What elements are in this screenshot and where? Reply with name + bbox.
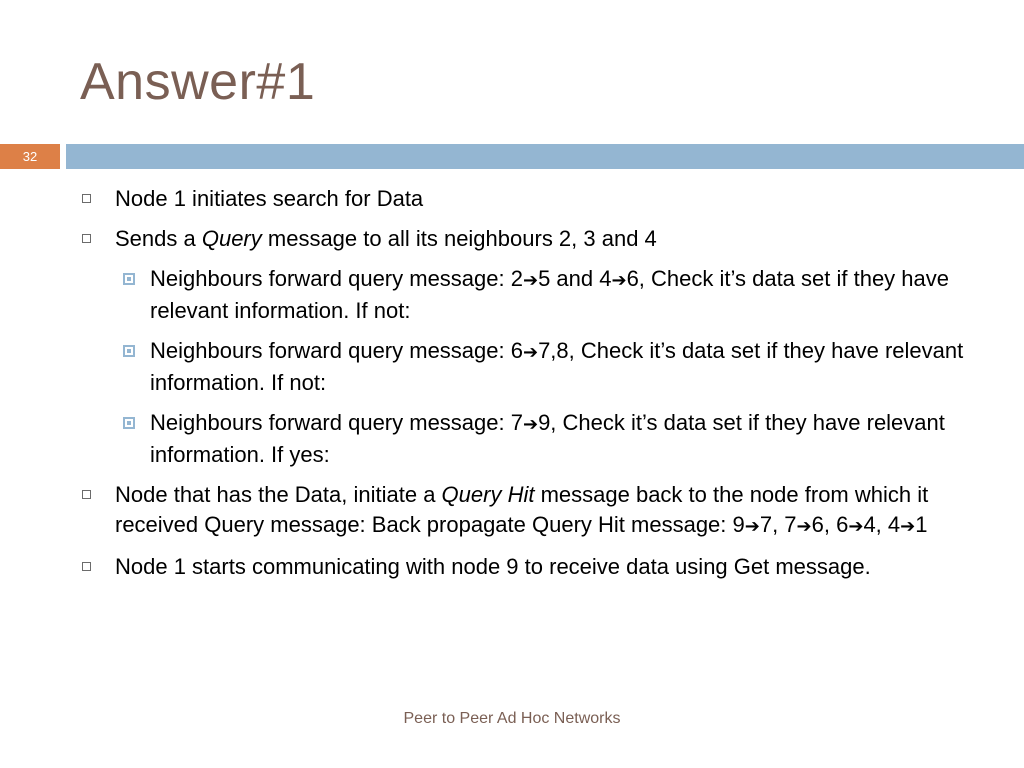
right-arrow-icon: ➔ — [796, 516, 812, 537]
filled-square-bullet-icon — [123, 345, 135, 357]
bullet-text: Node 1 starts communicating with node 9 to receive data using Get message. — [115, 554, 871, 579]
bullet-item — [80, 480, 980, 542]
sub-bullet-text: Neighbours forward query message: 2 — [150, 266, 523, 291]
right-arrow-icon: ➔ — [522, 342, 539, 363]
right-arrow-icon: ➔ — [900, 516, 916, 537]
bullet-item — [80, 552, 980, 582]
bullet-text: 1 — [915, 512, 928, 537]
slide-number: 32 — [0, 144, 60, 169]
bullet-text: 7, 7 — [759, 512, 797, 537]
filled-square-bullet-icon — [123, 417, 135, 429]
bullet-item — [80, 184, 980, 214]
bullet-text: message back to the node from which it received Query message: Back propagate Query Hit message: 9 — [115, 482, 929, 537]
right-arrow-icon: ➔ — [744, 516, 760, 537]
header-band — [0, 144, 1024, 169]
square-bullet-icon — [82, 194, 91, 203]
bullet-text: 6, 6 — [811, 512, 849, 537]
sub-bullet-item — [80, 408, 980, 470]
bullet-text: Node that has the Data, initiate a — [115, 482, 442, 507]
bullet-emphasis: Query — [201, 226, 262, 251]
bullet-text: message to all its neighbours 2, 3 and 4 — [261, 226, 657, 251]
sub-bullet-text: 7,8, Check it’s data set if they have relevant information. If not: — [150, 338, 964, 395]
right-arrow-icon: ➔ — [848, 516, 864, 537]
sub-bullet-item — [80, 336, 980, 398]
right-arrow-icon: ➔ — [611, 270, 627, 291]
sub-bullet-item — [80, 264, 980, 326]
bullet-item — [80, 224, 980, 254]
slide-body — [80, 184, 980, 592]
accent-bar — [66, 144, 1024, 169]
square-bullet-icon — [82, 490, 91, 499]
slide-title: Answer#1 — [80, 53, 316, 111]
sub-bullet-text: 9, Check it’s data set if they have relevant information. If yes: — [150, 410, 945, 467]
square-bullet-icon — [82, 234, 91, 243]
sub-bullet-text: 6, Check it’s data set if they have relevant information. If not: — [150, 266, 949, 323]
sub-bullet-text: Neighbours forward query message: 7 — [150, 410, 523, 435]
sub-bullet-text: 5 and 4 — [538, 266, 612, 291]
filled-square-bullet-icon — [123, 273, 135, 285]
bullet-text: Node 1 initiates search for Data — [115, 186, 424, 211]
bullet-text: Sends a — [115, 226, 202, 251]
right-arrow-icon: ➔ — [522, 414, 539, 435]
square-bullet-icon — [82, 562, 91, 571]
slide-footer: Peer to Peer Ad Hoc Networks — [403, 710, 621, 727]
right-arrow-icon: ➔ — [522, 270, 539, 291]
bullet-emphasis: Query Hit — [441, 482, 535, 507]
bullet-text: 4, 4 — [863, 512, 901, 537]
sub-bullet-text: Neighbours forward query message: 6 — [150, 338, 523, 363]
